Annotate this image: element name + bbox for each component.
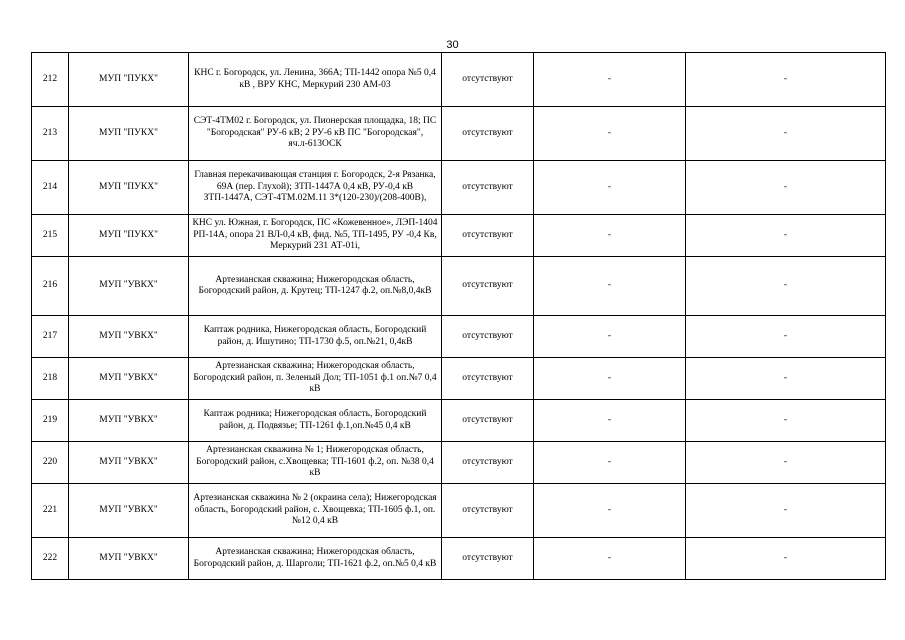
row-number: 212 xyxy=(32,53,69,107)
object-description: КНС г. Богородск, ул. Ленина, 366А; ТП-1442 опора №5 0,4 кВ , ВРУ КНС, Меркурий 230 АМ-03 xyxy=(189,53,442,107)
cell-col5: - xyxy=(534,316,686,358)
status: отсутствуют xyxy=(442,538,534,580)
object-description: Артезианская скважина; Нижегородская область, Богородский район, п. Зеленый Дол; ТП-1051 ф.1 оп.№7 0,4 кВ xyxy=(189,358,442,400)
cell-col6: - xyxy=(686,442,886,484)
organization: МУП "УВКХ" xyxy=(69,442,189,484)
table-row xyxy=(32,442,886,484)
row-number: 220 xyxy=(32,442,69,484)
table-row xyxy=(32,215,886,257)
cell-col6: - xyxy=(686,316,886,358)
table-row xyxy=(32,358,886,400)
cell-col6: - xyxy=(686,107,886,161)
cell-col5: - xyxy=(534,215,686,257)
row-number: 222 xyxy=(32,538,69,580)
cell-col5: - xyxy=(534,257,686,316)
object-description: Артезианская скважина № 2 (окраина села); Нижегородская область, Богородский район, с. Хвощевка; ТП-1605 ф.1, оп.№12 0,4 кВ xyxy=(189,484,442,538)
cell-col6: - xyxy=(686,257,886,316)
status: отсутствуют xyxy=(442,442,534,484)
table-row xyxy=(32,53,886,107)
object-description: Артезианская скважина; Нижегородская область, Богородский район, д. Шарголи; ТП-1621 ф.2, оп.№5 0,4 кВ xyxy=(189,538,442,580)
organization: МУП "УВКХ" xyxy=(69,257,189,316)
row-number: 218 xyxy=(32,358,69,400)
status: отсутствуют xyxy=(442,107,534,161)
organization: МУП "ПУКХ" xyxy=(69,107,189,161)
status: отсутствуют xyxy=(442,215,534,257)
object-description: Артезианская скважина № 1; Нижегородская область, Богородский район, с.Хвощевка; ТП-1601 ф.2, оп. №38 0,4 кВ xyxy=(189,442,442,484)
organization: МУП "УВКХ" xyxy=(69,358,189,400)
cell-col6: - xyxy=(686,484,886,538)
object-description: Главная перекачивающая станция г. Богородск, 2-я Рязанка, 69А (пер. Глухой); ЗТП-1447А 0,4 кВ, РУ-0,4 кВ ЗТП-1447А, СЭТ-4ТМ.02М.11 3*(120-230)/(208-400В), xyxy=(189,161,442,215)
cell-col6: - xyxy=(686,161,886,215)
row-number: 214 xyxy=(32,161,69,215)
organization: МУП "ПУКХ" xyxy=(69,53,189,107)
row-number: 215 xyxy=(32,215,69,257)
row-number: 216 xyxy=(32,257,69,316)
status: отсутствуют xyxy=(442,400,534,442)
status: отсутствуют xyxy=(442,358,534,400)
organization: МУП "УВКХ" xyxy=(69,400,189,442)
cell-col6: - xyxy=(686,538,886,580)
organization: МУП "УВКХ" xyxy=(69,538,189,580)
object-description: Артезианская скважина; Нижегородская область, Богородский район, д. Крутец; ТП-1247 ф.2, оп.№8,0,4кВ xyxy=(189,257,442,316)
table-row xyxy=(32,538,886,580)
cell-col5: - xyxy=(534,161,686,215)
organization: МУП "ПУКХ" xyxy=(69,161,189,215)
cell-col5: - xyxy=(534,538,686,580)
status: отсутствуют xyxy=(442,161,534,215)
cell-col6: - xyxy=(686,400,886,442)
cell-col5: - xyxy=(534,53,686,107)
cell-col6: - xyxy=(686,358,886,400)
table-row xyxy=(32,400,886,442)
status: отсутствуют xyxy=(442,53,534,107)
organization: МУП "УВКХ" xyxy=(69,316,189,358)
table-row xyxy=(32,107,886,161)
table-row xyxy=(32,161,886,215)
object-description: СЭТ-4ТМ02 г. Богородск, ул. Пионерская площадка, 18; ПС "Богородская" РУ-6 кВ; 2 РУ-6 кВ ПС "Богородская", яч.л-613ОСК xyxy=(189,107,442,161)
cell-col6: - xyxy=(686,215,886,257)
cell-col5: - xyxy=(534,442,686,484)
objects-table xyxy=(31,52,886,580)
page-number: 30 xyxy=(446,39,459,51)
table-row xyxy=(32,257,886,316)
organization: МУП "УВКХ" xyxy=(69,484,189,538)
cell-col5: - xyxy=(534,484,686,538)
object-description: КНС ул. Южная, г. Богородск, ПС «Кожевенное», ЛЭП-1404 РП-14А, опора 21 ВЛ-0,4 кВ, фид. №5, ТП-1495, РУ -0,4 Кв, Меркурий 231 АТ-01i, xyxy=(189,215,442,257)
object-description: Каптаж родника; Нижегородская область, Богородский район, д. Подвязье; ТП-1261 ф.1,оп.№45 0,4 кВ xyxy=(189,400,442,442)
row-number: 213 xyxy=(32,107,69,161)
status: отсутствуют xyxy=(442,257,534,316)
cell-col5: - xyxy=(534,400,686,442)
status: отсутствуют xyxy=(442,484,534,538)
cell-col6: - xyxy=(686,53,886,107)
row-number: 219 xyxy=(32,400,69,442)
organization: МУП "ПУКХ" xyxy=(69,215,189,257)
cell-col5: - xyxy=(534,358,686,400)
row-number: 217 xyxy=(32,316,69,358)
status: отсутствуют xyxy=(442,316,534,358)
cell-col5: - xyxy=(534,107,686,161)
table-row xyxy=(32,316,886,358)
row-number: 221 xyxy=(32,484,69,538)
object-description: Каптаж родника, Нижегородская область, Богородский район, д. Ишутино; ТП-1730 ф.5, оп.№21, 0,4кВ xyxy=(189,316,442,358)
table-row xyxy=(32,484,886,538)
